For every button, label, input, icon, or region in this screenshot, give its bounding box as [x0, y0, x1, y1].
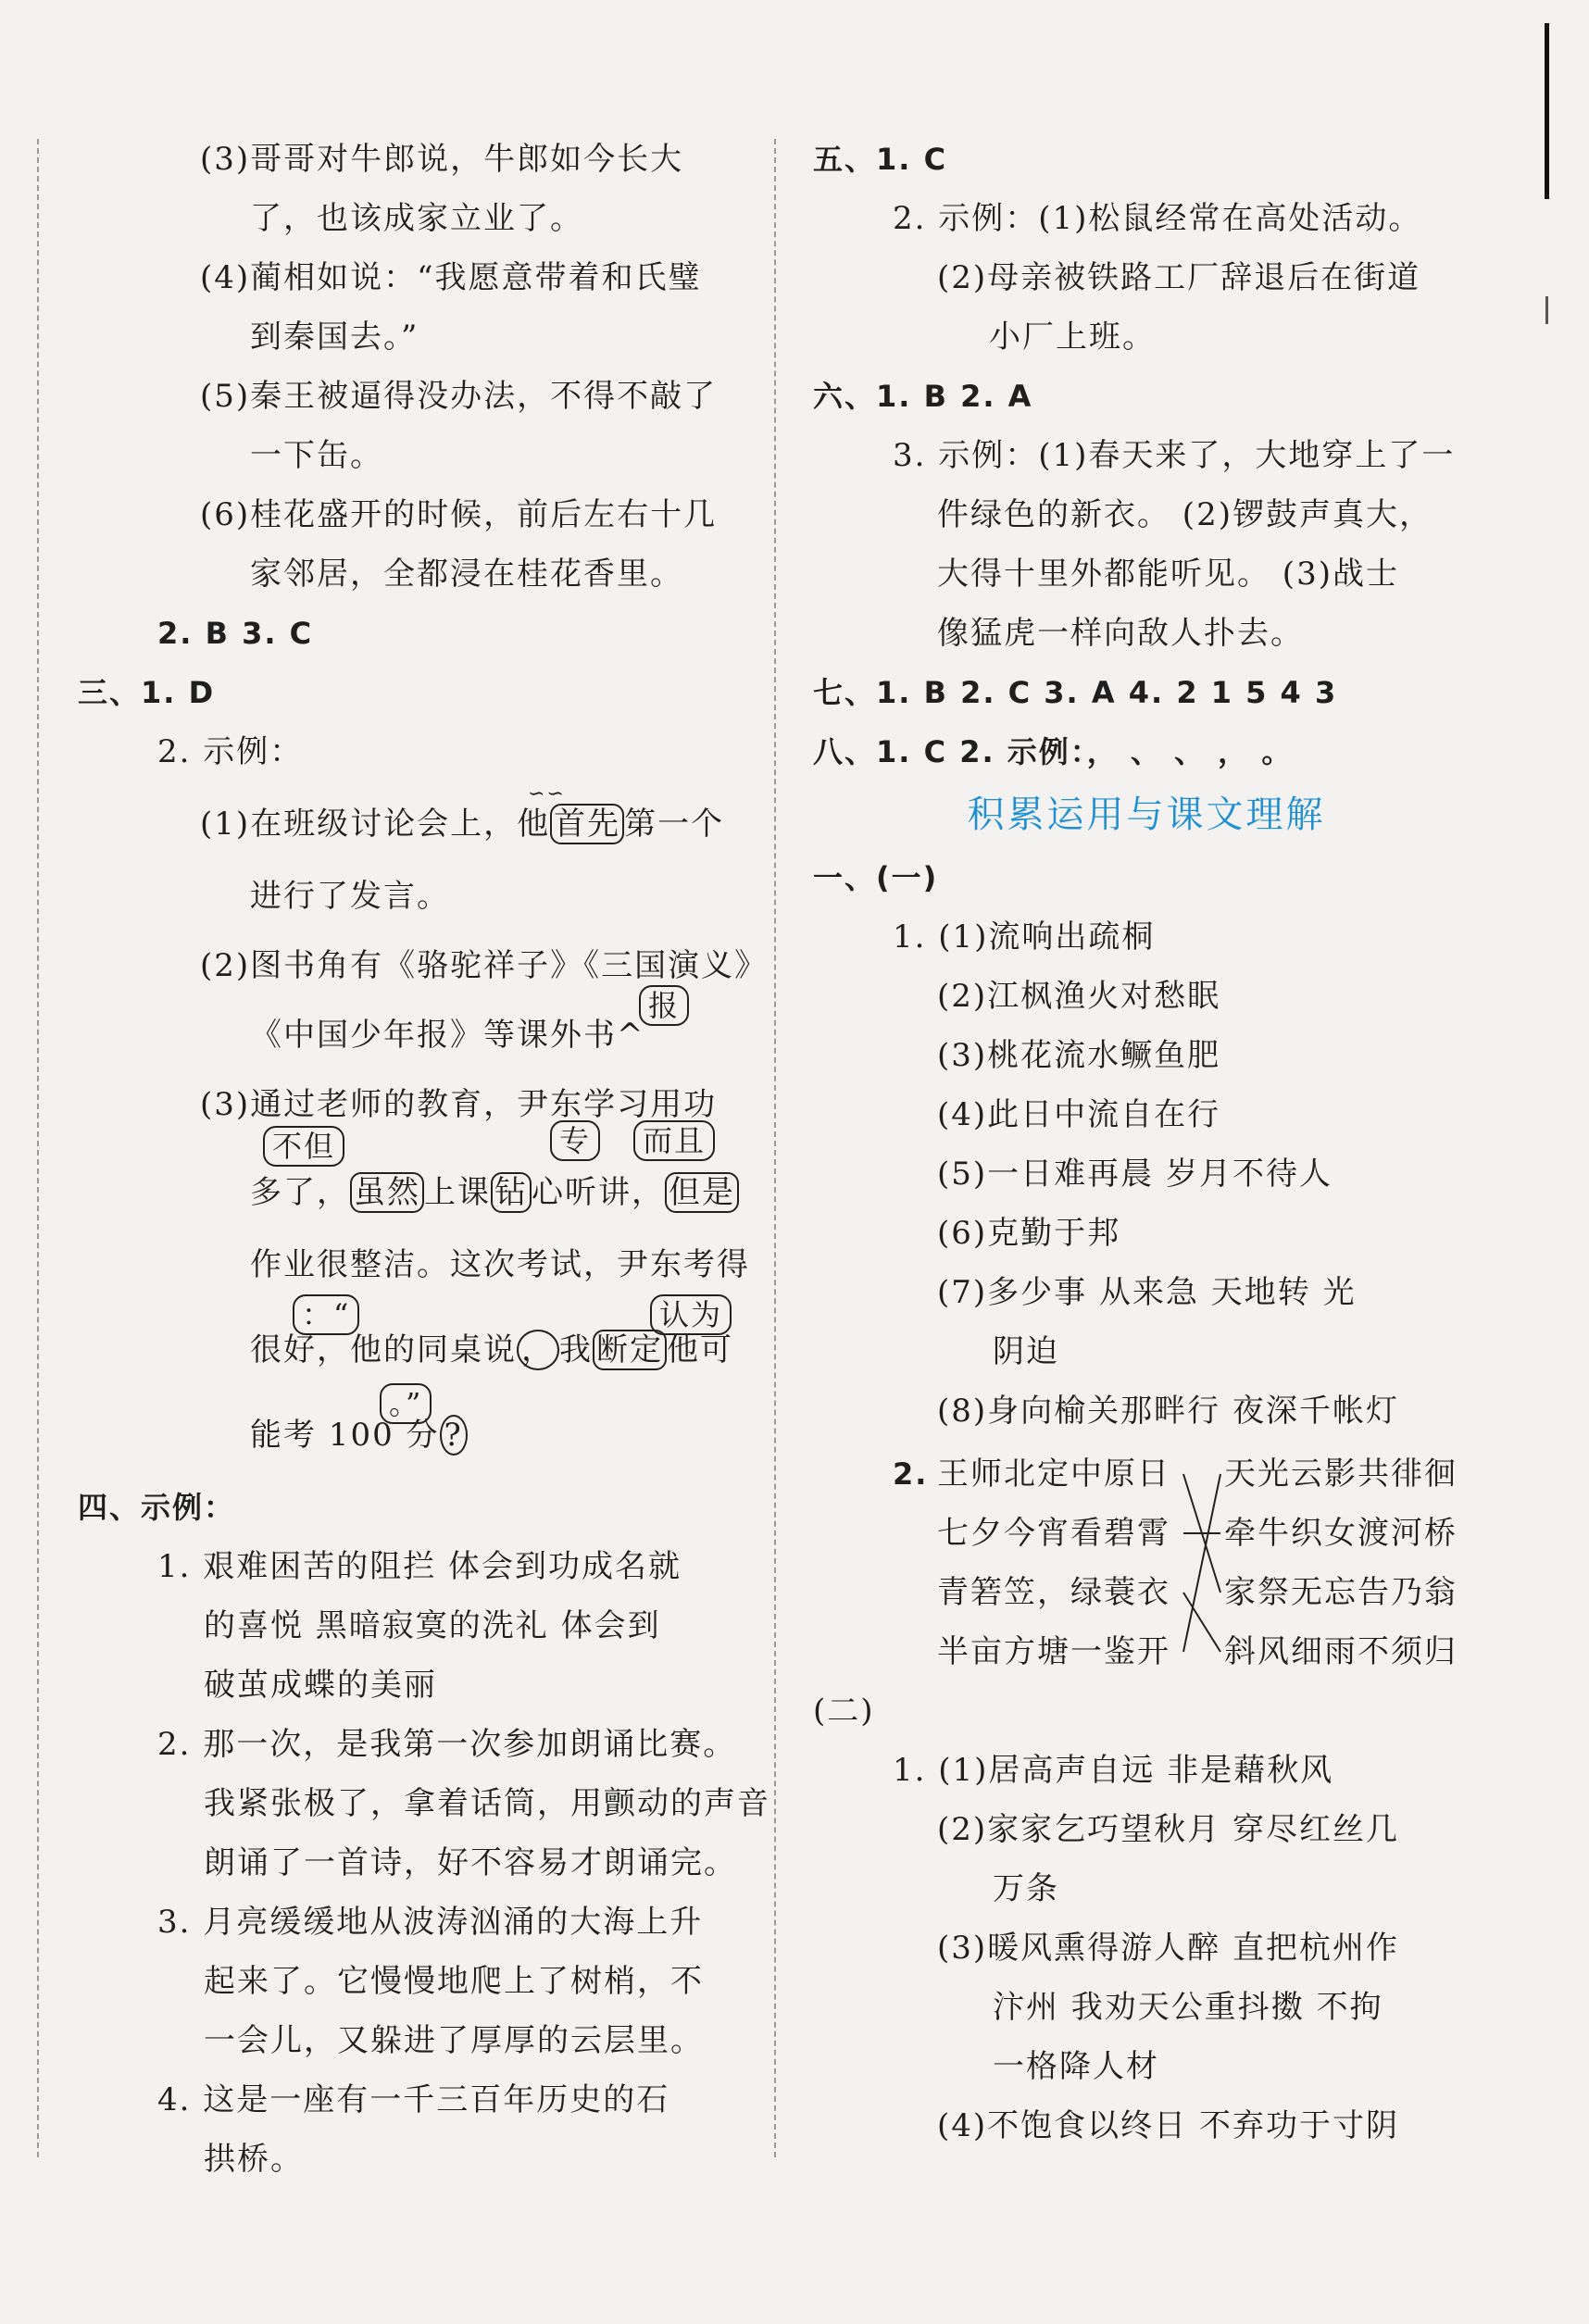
- swap-mark: ∽∽: [528, 782, 566, 806]
- section-heading: 七、1. B 2. C 3. A 4. 2 1 5 4 3: [813, 675, 1338, 710]
- section-heading: 五、1. C: [813, 142, 948, 177]
- answer-line: 一会儿，又躲进了厚厚的云层里。: [204, 2022, 704, 2059]
- answer-line: (4)此日中流自在行: [937, 1096, 1221, 1133]
- answer-line: 件绿色的新衣。 (2)锣鼓声真大，: [937, 496, 1433, 533]
- insert-mark: 认为: [650, 1294, 732, 1335]
- answer-line: (5)一日难再晨 岁月不待人: [937, 1156, 1333, 1193]
- edit-box: 钻: [491, 1172, 532, 1213]
- answer-line: 2. B 3. C: [157, 616, 314, 651]
- edit-line: (3)通过老师的教育，尹东学习用功: [200, 1086, 718, 1123]
- answer-line: 1. (1)流响出疏桐: [893, 918, 1156, 956]
- answer-line: 1. 艰难困苦的阻拦 体会到功成名就: [157, 1548, 682, 1585]
- answer-line: 大得十里外都能听见。 (3)战士: [937, 556, 1399, 593]
- insert-mark: 不但: [263, 1126, 344, 1167]
- answer-line: 一下缶。: [250, 437, 383, 474]
- answer-line: 破茧成蝶的美丽: [204, 1667, 437, 1704]
- edit-box: 但是: [665, 1172, 739, 1213]
- edit-line: (2)图书角有《骆驼祥子》《三国演义》: [200, 947, 769, 984]
- matching-right-item: 天光云影共徘徊: [1224, 1456, 1458, 1493]
- matching-right-item: 牵牛织女渡河桥: [1224, 1515, 1458, 1552]
- answer-line: 像猛虎一样向敌人扑去。: [937, 615, 1304, 652]
- section-heading: 一、(一): [813, 860, 939, 895]
- insert-mark: 报: [639, 985, 689, 1026]
- matching-left-item: 七夕今宵看碧霄: [937, 1515, 1170, 1552]
- matching-right-item: 斜风细雨不须归: [1224, 1633, 1458, 1670]
- section-title: 积累运用与课文理解: [967, 793, 1326, 836]
- answer-line: 汴州 我劝天公重抖擞 不拘: [993, 1989, 1383, 2026]
- answer-line: 4. 这是一座有一千三百年历史的石: [157, 2081, 670, 2118]
- answer-line: (4)蔺相如说：“我愿意带着和氏璧: [200, 259, 702, 296]
- answer-line: 2. 示例：: [157, 733, 304, 770]
- answer-line: 的喜悦 黑暗寂寞的洗礼 体会到: [204, 1607, 661, 1644]
- answer-line: (4)不饱食以终日 不弃功于寸阴: [937, 2107, 1399, 2144]
- answer-line: 家邻居，全都浸在桂花香里。: [250, 556, 683, 593]
- answer-line: (3)桃花流水鳜鱼肥: [937, 1037, 1221, 1074]
- edit-line: 《中国少年报》等课外书^ 报: [78, 1006, 754, 1065]
- answer-line: 3. 示例：(1)春天来了，大地穿上了一: [893, 437, 1456, 474]
- answer-line: (5)秦王被逼得没办法，不得不敲了: [200, 378, 718, 415]
- insert-mark: ：“: [293, 1294, 359, 1335]
- matching-left-item: 半亩方塘一鉴开: [937, 1633, 1170, 1670]
- answer-line: 阴迫: [993, 1333, 1059, 1370]
- edit-line: 进行了发言。: [250, 878, 450, 915]
- edit-line: 作业很整洁。这次考试，尹东考得: [250, 1246, 750, 1283]
- edit-circle: ，: [517, 1330, 559, 1370]
- answer-line: (7)多少事 从来急 天地转 光: [937, 1274, 1357, 1311]
- answer-line: (2)江枫渔火对愁眠: [937, 978, 1221, 1015]
- left-column: [78, 130, 770, 2189]
- answer-line: 万条: [993, 1870, 1059, 1907]
- section-heading: 八、1. C 2. 示例：， 、 、 ， 。: [813, 734, 1294, 769]
- edit-box: 虽然: [350, 1172, 424, 1213]
- right-column: [813, 130, 1480, 2155]
- section-heading: 四、示例：: [78, 1490, 236, 1525]
- insert-caret: ^: [617, 1017, 645, 1054]
- answer-line: (6)桂花盛开的时候，前后左右十几: [200, 496, 718, 533]
- edit-box: 首先: [550, 804, 624, 844]
- answer-line: 起来了。它慢慢地爬上了树梢，不: [204, 1963, 704, 2000]
- edit-line: 不但 专 而且 多了， 虽然 上课 钻 心听讲， 但是: [78, 1163, 754, 1222]
- insert-mark: 专: [550, 1120, 600, 1161]
- left-margin-rule: [37, 139, 39, 2157]
- edit-line: 。” 能考 100 分 ?: [78, 1393, 754, 1478]
- answer-line: 朗诵了一首诗，好不容易才朗诵完。: [204, 1844, 737, 1881]
- matching-right-item: 家祭无忘告乃翁: [1224, 1574, 1458, 1611]
- scan-edge-mark-small: [1545, 296, 1548, 324]
- matching-lines: [813, 1444, 1480, 1681]
- answer-line: (6)克勤于邦: [937, 1215, 1121, 1252]
- section-heading: 六、1. B 2. A: [813, 379, 1033, 414]
- answer-line: 1. (1)居高声自远 非是藉秋风: [893, 1752, 1334, 1789]
- edit-box: 断定: [593, 1330, 667, 1370]
- answer-line: 我紧张极了，拿着话筒，用颤动的声音: [204, 1785, 770, 1822]
- match-line: [1183, 1474, 1220, 1652]
- answer-line: 2. 那一次，是我第一次参加朗诵比赛。: [157, 1726, 737, 1763]
- matching-number: 2.: [893, 1456, 929, 1492]
- answer-line: (2)家家乞巧望秋月 穿尽红丝几: [937, 1811, 1399, 1848]
- answer-line: 3. 月亮缓缓地从波涛汹涌的大海上升: [157, 1904, 704, 1941]
- column-divider: [774, 139, 776, 2157]
- edit-line: ：“ 认为 很好，他的同桌说 ， 我 断定 他可: [78, 1307, 754, 1393]
- insert-mark: 而且: [633, 1120, 715, 1161]
- insert-mark: 。”: [380, 1383, 432, 1424]
- section-heading: (二): [813, 1693, 875, 1730]
- answer-line: 一格降人材: [993, 2048, 1159, 2085]
- answer-line: (3)哥哥对牛郎说，牛郎如今长大: [200, 141, 684, 178]
- matching-exercise: [813, 1444, 1480, 1681]
- answer-line: 小厂上班。: [989, 319, 1156, 356]
- answer-line: 拱桥。: [204, 2141, 304, 2178]
- scan-edge-mark: [1545, 23, 1549, 199]
- answer-line: 2. 示例：(1)松鼠经常在高处活动。: [893, 200, 1422, 237]
- matching-left-item: 青箬笠，绿蓑衣: [937, 1574, 1170, 1611]
- section-heading: 三、1. D: [78, 675, 216, 710]
- answer-line: (3)暖风熏得游人醉 直把杭州作: [937, 1930, 1399, 1967]
- answer-line: 了，也该成家立业了。: [250, 200, 583, 237]
- answer-line: (8)身向榆关那畔行 夜深千帐灯: [937, 1393, 1399, 1430]
- edit-circle: ?: [440, 1415, 468, 1456]
- answer-line: 到秦国去。”: [250, 319, 419, 356]
- edit-line: (1)在班级讨论会上，他 首先 第一个 ∽∽: [78, 781, 754, 867]
- matching-left-item: 王师北定中原日: [937, 1456, 1170, 1493]
- answer-line: (2)母亲被铁路工厂辞退后在街道: [937, 259, 1421, 296]
